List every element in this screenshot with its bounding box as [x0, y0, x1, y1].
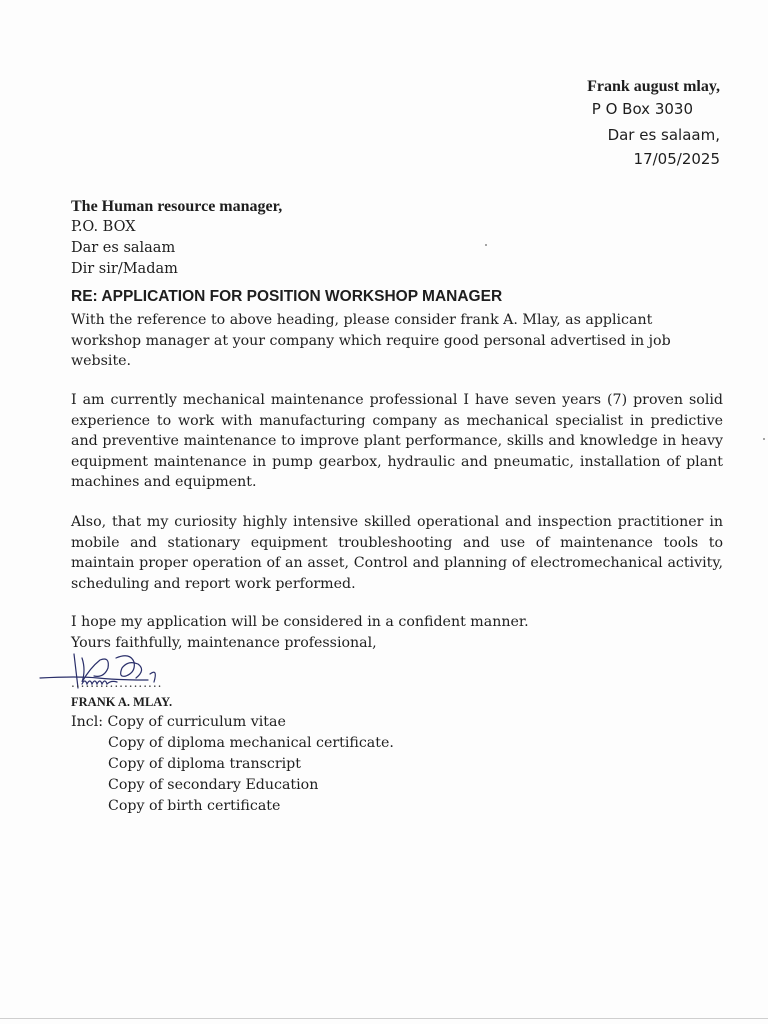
letter-date: 17/05/2025	[633, 150, 720, 168]
sender-city: Dar es salaam,	[607, 126, 720, 144]
recipient-title: The Human resource manager,	[71, 198, 283, 215]
sender-name: Frank august mlay,	[587, 78, 720, 95]
scan-speck	[485, 244, 487, 246]
enclosures-label: Incl:	[71, 714, 104, 730]
signature-line: ...................	[71, 676, 163, 690]
recipient-po-box: P.O. BOX	[71, 219, 136, 235]
closing-block	[71, 612, 671, 653]
enclosure-item	[71, 712, 394, 733]
salutation: Dir sir/Madam	[71, 261, 178, 277]
scan-speck	[763, 438, 765, 440]
enclosure-item: Copy of diploma mechanical certificate.	[108, 735, 394, 751]
enclosure-text: Copy of curriculum vitae	[107, 714, 286, 730]
scan-edge-line	[0, 1018, 768, 1019]
recipient-city: Dar es salaam	[71, 240, 176, 256]
enclosure-item: Copy of secondary Education	[108, 777, 319, 793]
recipient-address-block	[71, 196, 282, 280]
closing-hope: I hope my application will be considered in a confident manner.	[71, 614, 529, 630]
enclosure-item: Copy of birth certificate	[108, 798, 281, 814]
sender-po-box: P O Box 3030	[591, 100, 693, 118]
enclosure-item: Copy of diploma transcript	[108, 756, 301, 772]
paragraph-intro: With the reference to above heading, please consider frank A. Mlay, as applicant workshop manager at your company which require good personal advertised in job website.	[71, 312, 671, 369]
paragraph-experience: I am currently mechanical maintenance professional I have seven years (7) proven solid experience to work with manufacturing company as mechanical specialist in predictive and preventive maintenance to improve plant performance, skills and knowledge in heavy equipment maintenance in pump gearbox, hydraulic and pneumatic, installation of plant machines and equipment.	[71, 392, 723, 490]
subject-heading: RE: APPLICATION FOR POSITION WORKSHOP MANAGER	[71, 288, 503, 305]
paragraph-skills: Also, that my curiosity highly intensive skilled operational and inspection practitioner in mobile and stationary equipment troubleshooting and use of maintenance tools to maintain proper operation of an asset, Control and planning of electromechanical activity, scheduling and report work performed.	[71, 514, 723, 592]
signer-name: FRANK A. MLAY.	[71, 695, 173, 709]
enclosures-list	[71, 712, 394, 817]
closing-faithfully: Yours faithfully, maintenance professional,	[71, 634, 377, 651]
